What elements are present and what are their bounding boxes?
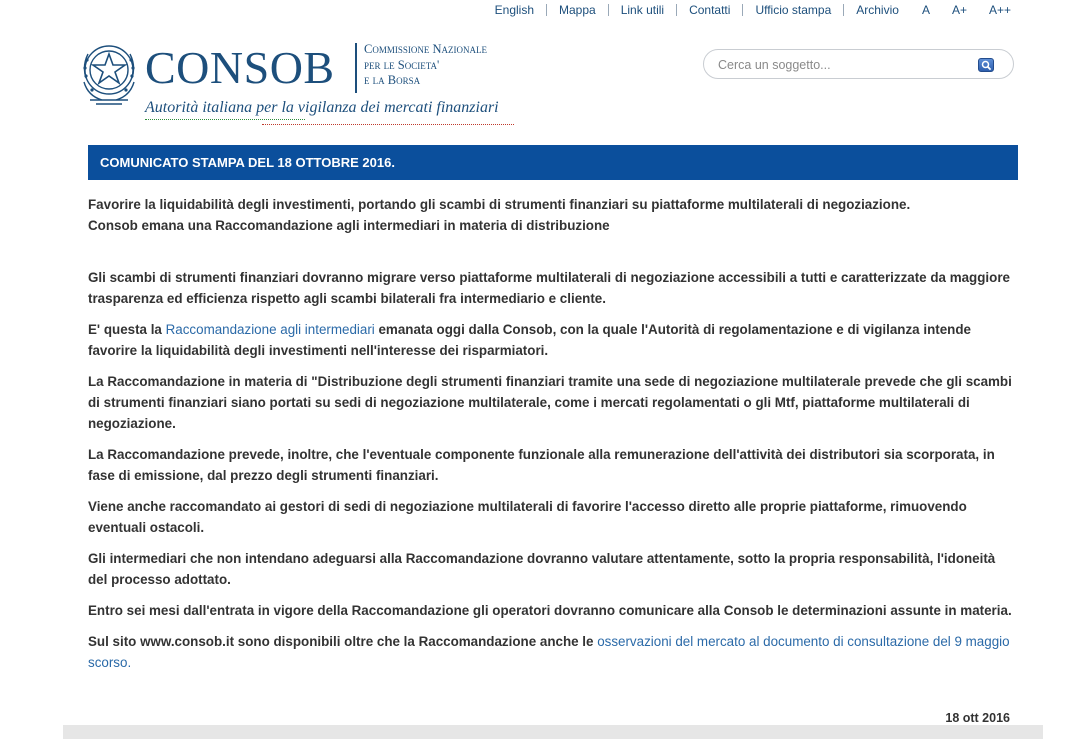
search-button[interactable]	[978, 58, 994, 72]
paragraph-8-before: Sul sito www.consob.it sono disponibili oltre che la Raccomandazione anche le	[88, 634, 598, 649]
nav-mappa-link[interactable]: Mappa	[547, 4, 609, 16]
footer-bar	[63, 725, 1043, 739]
nav-ufficio-stampa-link[interactable]: Ufficio stampa	[743, 4, 844, 16]
paragraph-7: Entro sei mesi dall'entrata in vigore della Raccomandazione gli operatori dovranno comunicare alla Consob le determinazioni assunte in materia.	[88, 603, 1012, 618]
search-input[interactable]	[718, 56, 968, 74]
paragraph-4: La Raccomandazione prevede, inoltre, che l'eventuale componente funzionale alla remunerazione dell'attività dei distributori sia scorporata, in fase di emissione, dal prezzo degli strumenti finanziari.	[88, 447, 995, 483]
font-size-medium-button[interactable]: A+	[951, 3, 967, 17]
press-release-body	[88, 194, 1018, 683]
osservazioni-mercato-link[interactable]: osservazioni del mercato al documento di consultazione del 9 maggio scorso.	[88, 634, 1010, 670]
search-icon	[981, 60, 992, 71]
nav-contatti-link[interactable]: Contatti	[677, 4, 743, 16]
paragraph-5: Viene anche raccomandato ai gestori di sedi di negoziazione multilaterali di favorire l'accesso diretto alle proprie piattaforme, rimuovendo eventuali ostacoli.	[88, 499, 967, 535]
paragraph-3: La Raccomandazione in materia di "Distribuzione degli strumenti finanziari tramite una sede di negoziazione multilaterale prevede che gli scambi di strumenti finanziari siano portati su sedi di negoziazione multilaterale, come i mercati regolamentati o gli Mtf, piattaforme multilaterali di negoziazione.	[88, 374, 1012, 431]
logo-subtitle	[364, 42, 487, 89]
font-size-small-button[interactable]: A	[921, 3, 930, 17]
paragraph-2-after: emanata oggi dalla Consob, con la quale l'Autorità di regolamentazione e di vigilanza intende favorire la liquidabilità degli investimenti nell'interesse dei risparmiatori.	[88, 322, 971, 358]
paragraph-2	[88, 319, 1018, 361]
tagline-rule-red	[262, 124, 514, 125]
logo-subtitle-line3: e la Borsa	[364, 73, 421, 87]
intro-line-1: Favorire la liquidabilità degli investimenti, portando gli scambi di strumenti finanziari su piattaforme multilaterali di negoziazione.	[88, 197, 911, 212]
nav-english-link[interactable]: English	[483, 4, 547, 16]
paragraph-2-before: E' questa la	[88, 322, 166, 337]
paragraph-8	[88, 631, 1018, 673]
press-release-intro	[88, 194, 1018, 236]
raccomandazione-link[interactable]: Raccomandazione agli intermediari	[165, 322, 375, 337]
nav-link-utili-link[interactable]: Link utili	[609, 4, 677, 16]
nav-archivio-link[interactable]: Archivio	[856, 3, 899, 17]
logo-tagline: Autorità italiana per la vigilanza dei mercati finanziari	[145, 99, 499, 116]
font-size-large-button[interactable]: A++	[988, 3, 1011, 17]
tagline-rule-green	[145, 119, 305, 120]
logo-subtitle-line1: Commissione Nazionale	[364, 42, 487, 56]
utility-nav	[483, 2, 1022, 18]
consob-wordmark[interactable]: CONSOB	[145, 42, 335, 93]
press-release-header: COMUNICATO STAMPA DEL 18 OTTOBRE 2016.	[88, 145, 1018, 180]
paragraph-1: Gli scambi di strumenti finanziari dovranno migrare verso piattaforme multilaterali di negoziazione accessibili a tutti e caratterizzate da maggiore trasparenza ed efficienza rispetto agli scambi bilaterali fra intermediario e cliente.	[88, 270, 1010, 306]
search-box	[703, 49, 1014, 79]
intro-line-2: Consob emana una Raccomandazione agli intermediari in materia di distribuzione	[88, 218, 610, 233]
logo-subtitle-line2: per le Societa'	[364, 57, 440, 72]
logo-divider	[355, 43, 357, 93]
publication-date: 18 ott 2016	[945, 711, 1010, 725]
italian-republic-emblem-icon[interactable]	[78, 38, 140, 106]
paragraph-6: Gli intermediari che non intendano adeguarsi alla Raccomandazione dovranno valutare attentamente, sotto la propria responsabilità, l'idoneità del processo adottato.	[88, 551, 996, 587]
